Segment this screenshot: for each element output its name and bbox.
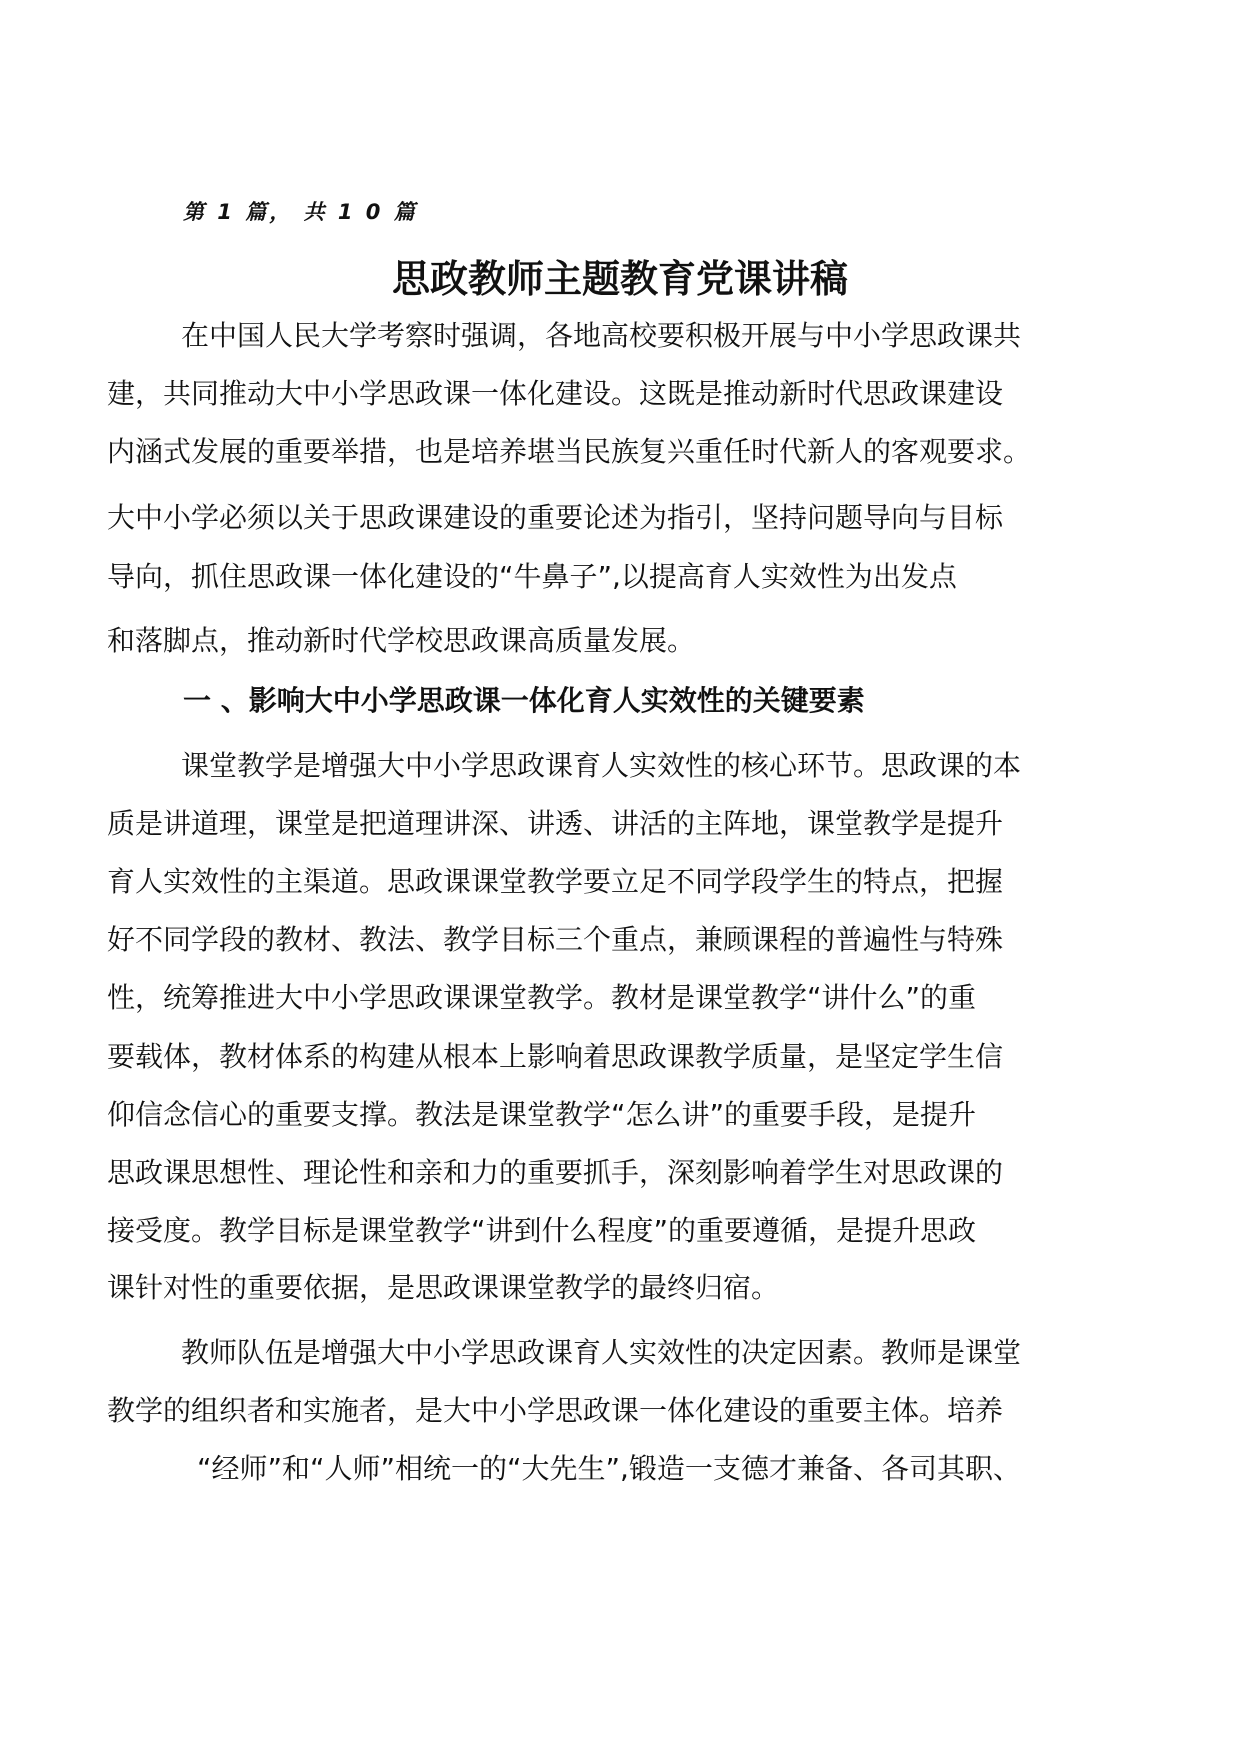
body-line: 育人实效性的主渠道。思政课课堂教学要立足不同学段学生的特点，把握	[107, 865, 1004, 898]
page-counter: 第 1 篇， 共 1 0 篇	[183, 200, 418, 224]
body-line: 教师队伍是增强大中小学思政课育人实效性的决定因素。教师是课堂	[181, 1336, 1022, 1369]
body-line: 建，共同推动大中小学思政课一体化建设。这既是推动新时代思政课建设	[107, 377, 1004, 410]
body-line: 大中小学必须以关于思政课建设的重要论述为指引，坚持问题导向与目标	[107, 501, 1004, 534]
body-line: 教学的组织者和实施者，是大中小学思政课一体化建设的重要主体。培养	[107, 1394, 1004, 1427]
body-line: 要载体，教材体系的构建从根本上影响着思政课教学质量，是坚定学生信	[107, 1040, 1004, 1073]
body-line: 质是讲道理，课堂是把道理讲深、讲透、讲活的主阵地，课堂教学是提升	[107, 807, 1004, 840]
section-heading: 一 、影响大中小学思政课一体化育人实效性的关键要素	[183, 684, 865, 717]
body-line: 接受度。教学目标是课堂教学“讲到什么程度”的重要遵循，是提升思政	[107, 1214, 977, 1247]
body-line: 和落脚点，推动新时代学校思政课高质量发展。	[107, 624, 696, 657]
body-line: 思政课思想性、理论性和亲和力的重要抓手，深刻影响着学生对思政课的	[107, 1156, 1004, 1189]
body-line: 导向，抓住思政课一体化建设的“牛鼻子”,以提高育人实效性为出发点	[107, 560, 957, 593]
body-line: 课堂教学是增强大中小学思政课育人实效性的核心环节。思政课的本	[181, 749, 1022, 782]
body-line: 课针对性的重要依据，是思政课课堂教学的最终归宿。	[107, 1271, 780, 1304]
document-title: 思政教师主题教育党课讲稿	[391, 257, 848, 301]
body-line: 好不同学段的教材、教法、教学目标三个重点，兼顾课程的普遍性与特殊	[107, 923, 1004, 956]
body-line: 内涵式发展的重要举措，也是培养堪当民族复兴重任时代新人的客观要求。	[107, 435, 1032, 468]
body-line: 性，统筹推进大中小学思政课课堂教学。教材是课堂教学“讲什么”的重	[107, 981, 977, 1014]
body-line: “经师”和“人师”相统一的“大先生”,锻造一支德才兼备、各司其职、	[197, 1452, 1021, 1485]
body-line: 仰信念信心的重要支撑。教法是课堂教学“怎么讲”的重要手段，是提升	[107, 1098, 977, 1131]
body-line: 在中国人民大学考察时强调，各地高校要积极开展与中小学思政课共	[181, 319, 1022, 352]
